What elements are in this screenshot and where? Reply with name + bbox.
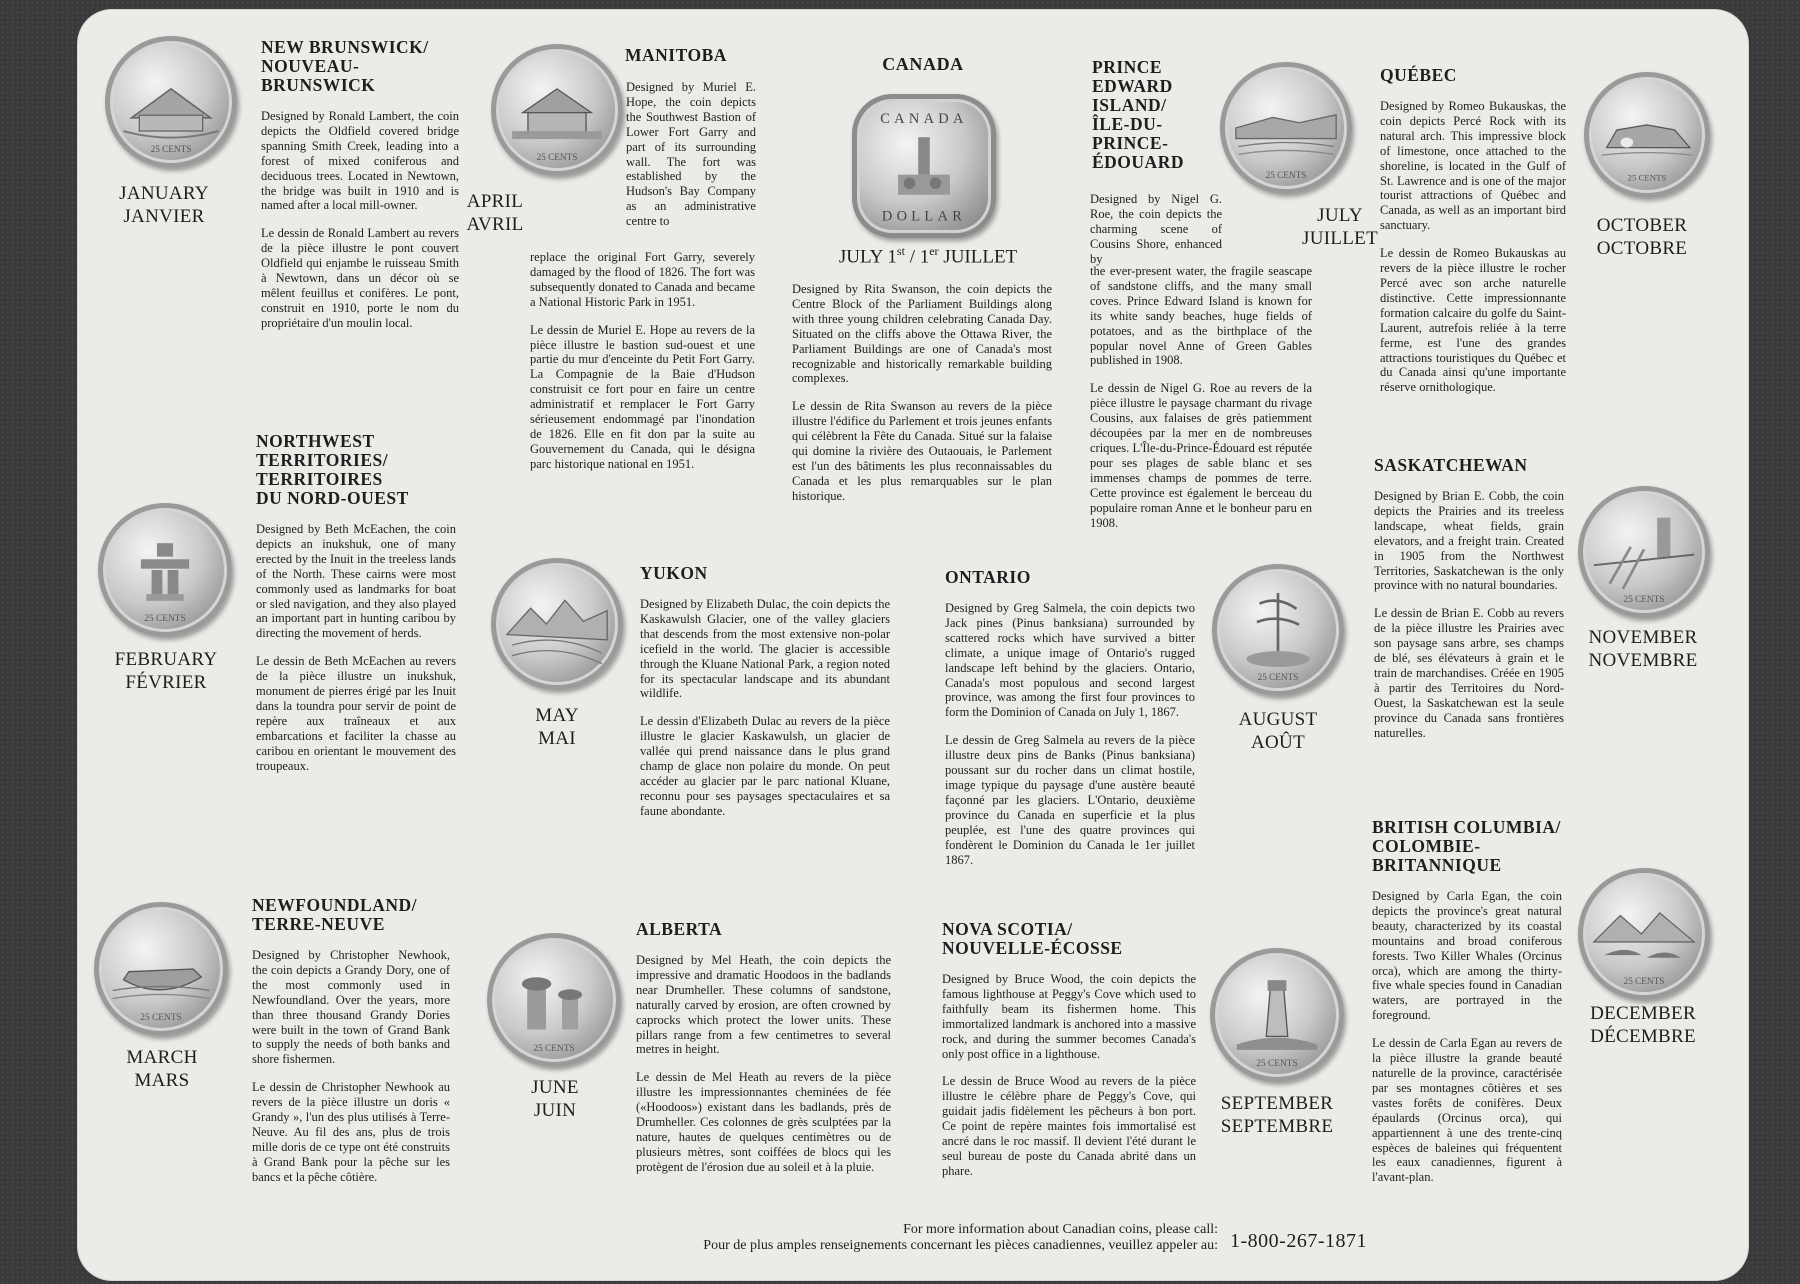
- month-en: OCTOBER: [1596, 215, 1688, 236]
- section-saskatchewan: [1374, 456, 1564, 754]
- month-fr: JANVIER: [123, 206, 205, 227]
- description-fr: Le dessin d'Elizabeth Dulac au revers de la pièce illustre le glacier Kaskawulsh, un glacier de vallée qui prend naissance dans le plus grand champ de glace non polaire du monde. On peut accéder au glacier par le parc national Kluane, reconnu pour ses paysages spectaculaires et sa faune abondante.: [640, 714, 890, 818]
- section-new-brunswick: [261, 38, 459, 344]
- section-alberta: [636, 920, 891, 1188]
- month-en: FEBRUARY: [114, 649, 218, 670]
- month-fr: MARS: [134, 1070, 190, 1091]
- section-title: NOVA SCOTIA/ NOUVELLE-ÉCOSSE: [942, 919, 1123, 958]
- month-label-may: [492, 704, 622, 750]
- section-ontario: [945, 568, 1195, 880]
- description-fr: Le dessin de Beth McEachen au revers de la pièce illustre un inukshuk, monument de pierres érigé par les Inuit dans la toundra pour servir de point de repère aux traîneaux et aux embarcations et faciliter la chasse au caribou en orientant le mouvement des troupeaux.: [256, 654, 456, 773]
- coin-placemat-sheet: [78, 10, 1748, 1280]
- month-en: JULY: [1317, 205, 1363, 226]
- description-en-part2: replace the original Fort Garry, severely damaged by the flood of 1826. The fort was subsequently donated to Canada and became a National Historic Park in 1951.: [530, 250, 755, 309]
- month-fr: AOÛT: [1251, 732, 1305, 753]
- month-en: MAY: [535, 705, 579, 726]
- description-fr: Le dessin de Brian E. Cobb au revers de la pièce illustre les Prairies avec son paysage sans arbre, ses champs de blé, ses élévateurs à grain et le train de marchandises. Créée en 1905 à partir des Territoires du Nord-Ouest, la Saskatchewan est la seule province du Canada sans frontières naturelles.: [1374, 606, 1564, 740]
- description-fr: Le dessin de Christopher Newhook au revers de la pièce illustre un doris « Grandy », l'un des plus utilisés à Terre-Neuve. Au fil des ans, plus de trois mille doris de ce type ont été construits à Grand Bank pour la pêche sur les bancs et la pêche côtière.: [252, 1080, 450, 1184]
- month-fr: FÉVRIER: [125, 672, 207, 693]
- description-en: Designed by Mel Heath, the coin depicts the impressive and dramatic Hoodoos in the badlands near Drumheller. These columns of sandstone, naturally carved by erosion, are often crowned by caprocks which protect the lower units. These pillars range from a few centimetres to several metres in height.: [636, 953, 891, 1057]
- description-en: Designed by Elizabeth Dulac, the coin depicts the Kaskawulsh Glacier, one of the valley glaciers that descends from the most extensive non-polar icefield in the world. The glacier is accessible through the Kluane National Park, a region noted for its spectacular landscape and its abundant wildlife.: [640, 597, 890, 701]
- month-fr: AVRIL: [466, 214, 524, 235]
- section-title: YUKON: [640, 563, 708, 583]
- coin-quebec: [1584, 72, 1710, 198]
- description-en: Designed by Carla Egan, the coin depicts the province's great natural beauty, characterized by its coastal mountains and broad coniferous forests. Two Killer Whales (Orcinus orca), which are among the thirty-five whale species found in Canadian waters, are portrayed in the foreground.: [1372, 889, 1562, 1023]
- month-fr: JUIN: [533, 1100, 577, 1121]
- description-en-part2: the ever-present water, the fragile seascape of sandstone cliffs, and the many small coves. Prince Edward Island is known for its white sandy beaches, huge fields of potatoes, and as the birthplace of the popular novel Anne of Green Gables published in 1908.: [1090, 264, 1312, 368]
- month-label-november: [1568, 626, 1718, 672]
- coin-ontario: [1212, 564, 1344, 696]
- month-en: JANUARY: [119, 183, 209, 204]
- month-label-august: [1208, 708, 1348, 754]
- section-title-canada: CANADA: [882, 54, 964, 74]
- month-label-june: [490, 1076, 620, 1122]
- month-label-march: [82, 1046, 242, 1092]
- month-en: SEPTEMBER: [1220, 1093, 1334, 1114]
- month-label-february: [86, 648, 246, 694]
- description-fr: Le dessin de Rita Swanson au revers de la pièce illustre l'édifice du Parlement et trois jeunes enfants qui célèbrent la Fête du Canada. Situé sur la falaise qui domine la rivière des Outaouais, le Parlement est l'un des bâtiments les plus reconnaissables du Canada et les plus remarquables sur le plan historique.: [792, 399, 1052, 503]
- coin-manitoba: [491, 44, 623, 176]
- section-title: QUÉBEC: [1380, 65, 1457, 85]
- section-newfoundland: [252, 896, 450, 1198]
- section-manitoba-text-a: [626, 80, 756, 242]
- section-nova-scotia: [942, 920, 1196, 1192]
- footer-contact-text: [568, 1222, 1218, 1254]
- section-prince-edward-island-title: [1092, 58, 1212, 186]
- description-en-part1: Designed by Muriel E. Hope, the coin depicts the Southwest Bastion of Lower Fort Garry and part of its surrounding wall. The fort was established by the Hudson's Bay Company as an administrative centre to: [626, 80, 756, 229]
- month-label-january: [84, 182, 244, 228]
- svg-text:25 CENTS: 25 CENTS: [1256, 1058, 1298, 1069]
- svg-text:25 CENTS: 25 CENTS: [1257, 672, 1299, 683]
- section-canada: [792, 282, 1052, 517]
- month-en: APRIL: [466, 191, 524, 212]
- month-label-october: [1572, 214, 1712, 260]
- description-fr: Le dessin de Bruce Wood au revers de la pièce illustre le célèbre phare de Peggy's Cove, qui guidait jadis fidèlement les pêcheurs à bon port. Ce point de repère maintes fois immortalisé est ancré dans le roc massif. Il devient l'été durant le seul bureau de poste du Canada abrité dans un phare.: [942, 1074, 1196, 1178]
- description-fr: Le dessin de Carla Egan au revers de la pièce illustre la grande beauté naturelle de la province, caractérisée par ses montagnes côtières et ses vastes forêts de conifères. Deux épaulards (Orcinus orca), qui appartiennent à une des trente-cinq espèces de baleines qui fréquentent les eaux canadiennes, figurent à l'avant-plan.: [1372, 1036, 1562, 1185]
- coin-northwest-territories: [98, 503, 232, 637]
- month-fr: MAI: [538, 728, 576, 749]
- footer-text-fr: Pour de plus amples renseignements concernant les pièces canadiennes, veuillez appeler au:: [703, 1238, 1218, 1253]
- svg-text:25 CENTS: 25 CENTS: [1623, 594, 1665, 605]
- svg-text:25 CENTS: 25 CENTS: [150, 144, 192, 155]
- month-en: JUNE: [531, 1077, 579, 1098]
- description-en: Designed by Bruce Wood, the coin depicts the famous lighthouse at Peggy's Cove which used to faithfully beam its fishermen home. This immortalized landmark is anchored into a massive rock, and during the summer becomes Canada's only post office in a lighthouse.: [942, 972, 1196, 1061]
- description-fr: Le dessin de Muriel E. Hope au revers de la pièce illustre le bastion sud-ouest et une partie du mur d'enceinte du Petit Fort Garry. La Compagnie de la Baie d'Hudson construisit ce fort pour en faire un centre administratif et remplacer le Fort Garry sérieusement endommagé par l'inondation de 1826. Elle en fit don par la suite au Gouvernement du Canada, qui le désigna parc historique national en 1951.: [530, 322, 755, 471]
- svg-text:CANADA: CANADA: [880, 110, 968, 127]
- description-en: Designed by Brian E. Cobb, the coin depicts the Prairies and its treeless landscape, wheat fields, grain elevators, and a freight train. Created in 1905 from the Northwest Territories, Saskatchewan is the only province with no natural boundaries.: [1374, 489, 1564, 593]
- description-en-part1: Designed by Nigel G. Roe, the coin depicts the charming scene of Cousins Shore, enhanced by: [1090, 192, 1222, 266]
- description-fr: Le dessin de Mel Heath au revers de la pièce illustre les impressionnantes cheminées de fée («Hoodoos») existant dans les badlands, près de Drumheller. Ces colonnes de grès sculptées par la nature, hautes de quelques centimètres ou de plusieurs mètres, sont coiffées de blocs qui les protègent de l'érosion due au soleil et à la pluie.: [636, 1070, 891, 1174]
- month-fr: NOVEMBRE: [1588, 650, 1698, 671]
- svg-text:25 CENTS: 25 CENTS: [144, 613, 186, 624]
- svg-text:25 CENTS: 25 CENTS: [1627, 172, 1667, 183]
- month-en: AUGUST: [1238, 709, 1318, 730]
- section-title: MANITOBA: [625, 45, 727, 65]
- coin-nova-scotia: [1210, 948, 1344, 1082]
- coin-prince-edward-island: [1220, 62, 1352, 194]
- month-en: NOVEMBER: [1588, 627, 1698, 648]
- description-fr: Le dessin de Greg Salmela au revers de la pièce illustre deux pins de Banks (Pinus banksiana) poussant sur du rocher dans un climat hostile, image typique du paysage d'une austère beauté façonné par les glaciers. L'Ontario, deuxième province du Canada en superficie et la plus peuplée, est l'une des quatre provinces qui fondèrent le Dominion du Canada le 1er juillet 1867.: [945, 733, 1195, 867]
- month-fr: DÉCEMBRE: [1590, 1026, 1696, 1047]
- footer-text-en: For more information about Canadian coins, please call:: [903, 1222, 1218, 1237]
- section-title: SASKATCHEWAN: [1374, 455, 1528, 475]
- section-manitoba-title: [625, 46, 775, 79]
- description-en: Designed by Rita Swanson, the coin depicts the Centre Block of the Parliament Buildings along with three young children celebrating Canada Day. Situated on the cliffs above the Ottawa River, the Parliament Buildings are one of Canada's most recognizable and historically remarkable building complexes.: [792, 282, 1052, 386]
- description-fr: Le dessin de Ronald Lambert au revers de la pièce illustre le pont couvert Oldfield qui enjambe le ruisseau Smith à Newtown, dans un décor où se mêlent feuillus et conifères. Le pont, construit en 1910, porte le nom du propriétaire d'un moulin local.: [261, 226, 459, 330]
- section-british-columbia: [1372, 818, 1562, 1198]
- coin-yukon: [491, 558, 623, 690]
- month-fr: JUILLET: [1302, 228, 1378, 249]
- month-fr: OCTOBRE: [1596, 238, 1688, 259]
- coin-saskatchewan: [1578, 486, 1710, 618]
- svg-text:25 CENTS: 25 CENTS: [140, 1012, 182, 1023]
- svg-text:25 CENTS: 25 CENTS: [1623, 976, 1665, 987]
- section-manitoba-text-b: [530, 250, 755, 485]
- section-prince-edward-island-text-b: [1090, 264, 1312, 543]
- description-fr: Le dessin de Nigel G. Roe au revers de la pièce illustre le paysage charmant du rivage Cousins, aux falaises de grès patiemment découpées par la mer en de nombreuses criques. L'Île-du-Prince-Édouard est réputée pour ses plages de sable blanc et ses immenses champs de pommes de terre. Cette province est également le berceau du populaire roman Anne et le bonheur paru en 1908.: [1090, 381, 1312, 530]
- month-en: MARCH: [126, 1047, 198, 1068]
- coin-alberta: [487, 933, 621, 1067]
- svg-text:25 CENTS: 25 CENTS: [536, 152, 578, 163]
- section-title: NORTHWEST TERRITORIES/ TERRITOIRES DU NORD-OUEST: [256, 431, 409, 508]
- section-title: NEW BRUNSWICK/ NOUVEAU- BRUNSWICK: [261, 37, 429, 95]
- section-northwest-territories: [256, 432, 456, 787]
- description-en: Designed by Christopher Newhook, the coin depicts a Grandy Dory, one of the most commonly used in Newfoundland. Over the years, more than three thousand Grandy Dories were built in the town of Grand Bank to supply the needs of both banks and shore fishermen.: [252, 948, 450, 1067]
- section-title: ONTARIO: [945, 567, 1031, 587]
- month-label-december: [1568, 1002, 1718, 1048]
- coin-canada-dollar: [852, 94, 996, 238]
- footer-phone-number: 1-800-267-1871: [1230, 1230, 1367, 1252]
- svg-text:25 CENTS: 25 CENTS: [1265, 170, 1307, 181]
- description-en: Designed by Beth McEachen, the coin depicts an inukshuk, one of many erected by the Inuit in the treeless lands of the North. These cairns were most commonly used as landmarks for boat or sled navigation, and they also played an important part in hunting caribou by directing the movement of herds.: [256, 522, 456, 641]
- coin-british-columbia: [1578, 868, 1710, 1000]
- section-quebec: [1380, 66, 1566, 408]
- description-en: Designed by Greg Salmela, the coin depicts two Jack pines (Pinus banksiana) surrounded by scattered rocks which have survived a bitter climate, a unique image of Ontario's rugged landscape left behind by the glaciers. Ontario, Canada's most populous and second largest province, was among the first four provinces to form the Dominion of Canada on July 1, 1867.: [945, 601, 1195, 720]
- svg-text:25 CENTS: 25 CENTS: [533, 1043, 575, 1054]
- section-title: PRINCE EDWARD ISLAND/ ÎLE-DU- PRINCE- ÉDOUARD: [1092, 57, 1184, 172]
- month-fr: SEPTEMBRE: [1220, 1116, 1334, 1137]
- coin-new-brunswick: [105, 36, 237, 168]
- svg-text:DOLLAR: DOLLAR: [881, 208, 967, 225]
- canada-date: JULY 1st / 1er JUILLET: [838, 244, 1018, 268]
- section-title: BRITISH COLUMBIA/ COLOMBIE- BRITANNIQUE: [1372, 817, 1561, 875]
- section-yukon: [640, 564, 890, 832]
- month-en: DECEMBER: [1590, 1003, 1696, 1024]
- description-fr: Le dessin de Romeo Bukauskas au revers de la pièce illustre le rocher Percé avec son arche naturelle distinctive. Cette impressionnante formation calcaire du golfe du Saint-Laurent, autrefois reliée à la terre ferme, est l'une des grandes attractions touristiques du Québec et du Canada ainsi qu'une importante réserve ornithologique.: [1380, 246, 1566, 395]
- coin-newfoundland: [94, 902, 228, 1036]
- description-en: Designed by Romeo Bukauskas, the coin depicts Percé Rock with its natural arch. This impressive block of limestone, once attached to the shoreline, is located in the Gulf of St. Lawrence and is one of the major tourist attractions of Québec and Canada, as well as an important bird sanctuary.: [1380, 99, 1566, 233]
- description-en: Designed by Ronald Lambert, the coin depicts the Oldfield covered bridge spanning Smith Creek, leading into a forest of mixed coniferous and deciduous trees. Located in Newtown, the bridge was built in 1910 and is named after a local mill-owner.: [261, 109, 459, 213]
- section-title: NEWFOUNDLAND/ TERRE-NEUVE: [252, 895, 417, 934]
- month-label-september: [1192, 1092, 1362, 1138]
- section-title: ALBERTA: [636, 919, 723, 939]
